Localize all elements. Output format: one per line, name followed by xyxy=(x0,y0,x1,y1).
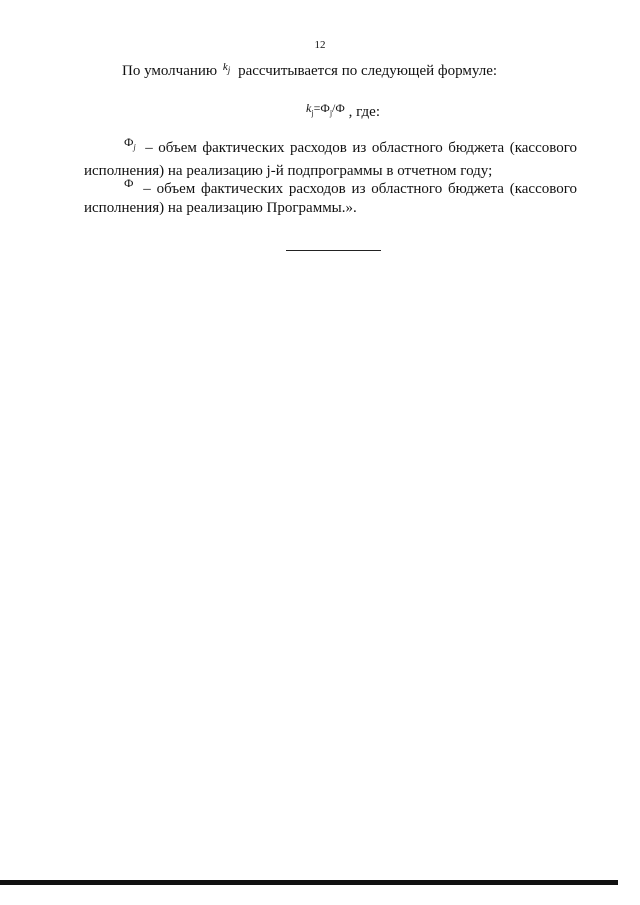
definition-symbol-letter: Ф xyxy=(124,176,134,190)
definition-phi-j xyxy=(84,135,577,181)
intro-text-before: По умолчанию xyxy=(122,63,218,79)
definition-symbol xyxy=(124,176,133,190)
definition-text: – объем фактических расходов из областного бюджета (кассового исполнения) на реализацию j-й подпрограммы в отчетном году; xyxy=(84,140,577,180)
definition-phi xyxy=(84,176,577,218)
page-number: 12 xyxy=(314,39,326,51)
formula-eq-phi: =Ф xyxy=(313,101,330,115)
separator-line xyxy=(286,250,381,251)
intro-text-after: рассчитывается по следующей формуле: xyxy=(238,63,498,79)
definition-symbol-letter: Ф xyxy=(124,135,134,149)
formula-phi-subscript: j xyxy=(329,108,333,118)
definition-symbol xyxy=(124,135,136,152)
intro-line xyxy=(122,63,497,80)
definition-text: – объем фактических расходов из областного бюджета (кассового исполнения) на реализацию Программы.». xyxy=(84,181,577,216)
variable-symbol-letter: k xyxy=(222,61,228,73)
formula-div-phi: /Ф xyxy=(332,101,345,115)
variable-symbol xyxy=(222,61,231,76)
formula-expression xyxy=(306,101,345,118)
definition-symbol-subscript: j xyxy=(133,142,136,152)
formula-k-subscript: j xyxy=(311,108,314,118)
bottom-edge-rule xyxy=(0,880,618,885)
variable-symbol-subscript: j xyxy=(227,65,231,76)
formula-k: k xyxy=(306,101,312,115)
formula xyxy=(306,101,380,121)
formula-suffix: , где: xyxy=(348,104,380,120)
